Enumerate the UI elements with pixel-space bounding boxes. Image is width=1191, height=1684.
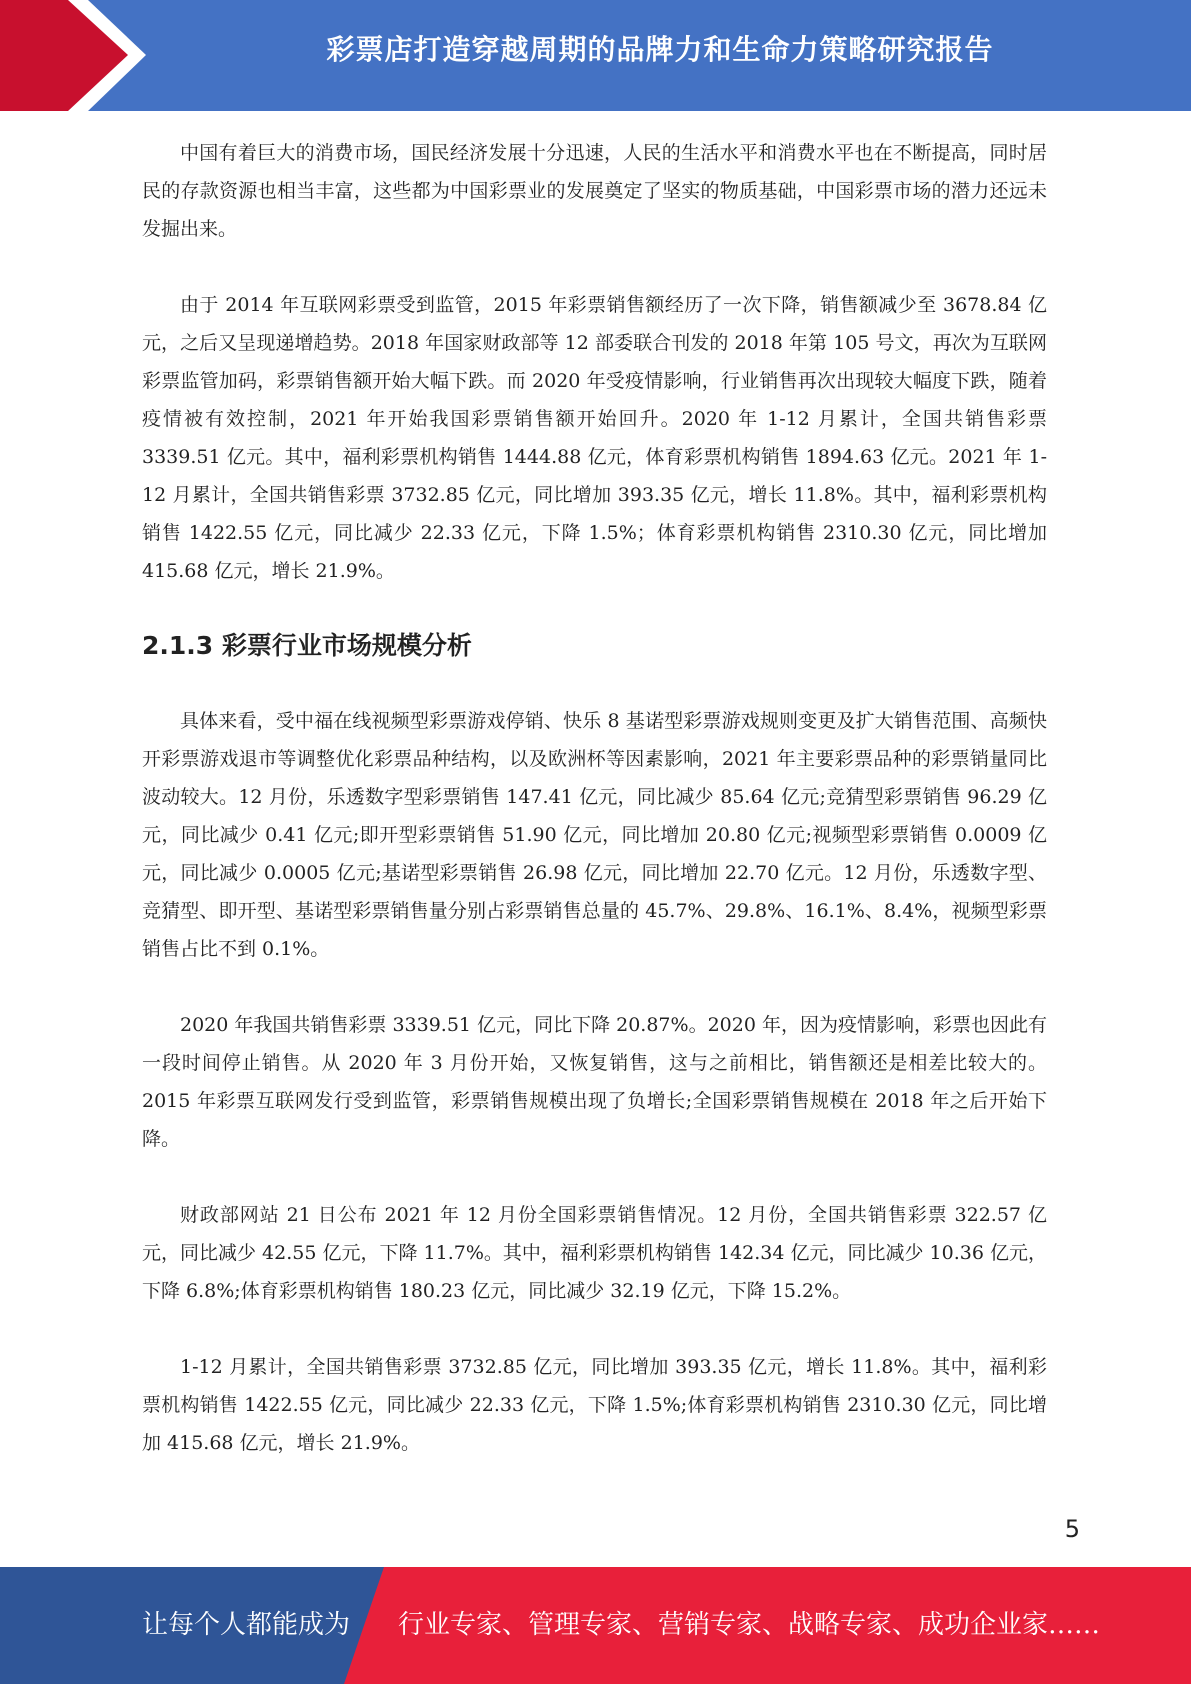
footer-slogan-left: 让每个人都能成为 bbox=[142, 1610, 351, 1640]
page-footer bbox=[0, 1567, 1191, 1684]
page-number: 5 bbox=[1064, 1515, 1080, 1543]
paragraph: 由于 2014 年互联网彩票受到监管，2015 年彩票销售额经历了一次下降，销售额减少至 3678.84 亿元，之后又呈现递增趋势。2018 年国家财政部等 12 部委联合刊发的 2018 年第 105 号文，再次为互联网彩票监管加码，彩票销售额开始大幅下跌。而 2020 年受疫情影响，行业销售再次出现较大幅度下跌，随着疫情被有效控制，2021 年开始我国彩票销售额开始回升。2020 年 1-12 月累计，全国共销售彩票 3339.51 亿元。其中，福利彩票机构销售 1444.88 亿元，体育彩票机构销售 1894.63 亿元。2021 年 1-12 月累计，全国共销售彩票 3732.85 亿元，同比增加 393.35 亿元，增长 11.8%。其中，福利彩票机构销售 1422.55 亿元，同比减少 22.33 亿元，下降 1.5%；体育彩票机构销售 2310.30 亿元，同比增加 415.68 亿元，增长 21.9%。 bbox=[142, 294, 1047, 582]
paragraph: 2020 年我国共销售彩票 3339.51 亿元，同比下降 20.87%。2020 年，因为疫情影响，彩票也因此有一段时间停止销售。从 2020 年 3 月份开始，又恢复销售，这与之前相比，销售额还是相差比较大的。2015 年彩票互联网发行受到监管，彩票销售规模出现了负增长;全国彩票销售规模在 2018 年之后开始下降。 bbox=[142, 1014, 1047, 1150]
page-content bbox=[142, 134, 1047, 1462]
paragraph: 1-12 月累计，全国共销售彩票 3732.85 亿元，同比增加 393.35 亿元，增长 11.8%。其中，福利彩票机构销售 1422.55 亿元，同比减少 22.33 亿元，下降 1.5%;体育彩票机构销售 2310.30 亿元，同比增加 415.68 亿元，增长 21.9%。 bbox=[142, 1356, 1047, 1454]
section-title: 2.1.3 彩票行业市场规模分析 bbox=[142, 631, 472, 660]
paragraph: 具体来看，受中福在线视频型彩票游戏停销、快乐 8 基诺型彩票游戏规则变更及扩大销售范围、高频快开彩票游戏退市等调整优化彩票品种结构，以及欧洲杯等因素影响，2021 年主要彩票品种的彩票销量同比波动较大。12 月份，乐透数字型彩票销售 147.41 亿元，同比减少 85.64 亿元;竞猜型彩票销售 96.29 亿元，同比减少 0.41 亿元;即开型彩票销售 51.90 亿元，同比增加 20.80 亿元;视频型彩票销售 0.0009 亿元，同比减少 0.0005 亿元;基诺型彩票销售 26.98 亿元，同比增加 22.70 亿元。12 月份，乐透数字型、竞猜型、即开型、基诺型彩票销售量分别占彩票销售总量的 45.7%、29.8%、16.1%、8.4%，视频型彩票销售占比不到 0.1%。 bbox=[142, 710, 1047, 960]
footer-slogan-right: 行业专家、管理专家、营销专家、战略专家、成功企业家…… bbox=[398, 1610, 1101, 1640]
page-header bbox=[0, 0, 1191, 111]
paragraph: 中国有着巨大的消费市场，国民经济发展十分迅速，人民的生活水平和消费水平也在不断提高，同时居民的存款资源也相当丰富，这些都为中国彩票业的发展奠定了坚实的物质基础，中国彩票市场的潜力还远未发掘出来。 bbox=[142, 142, 1047, 240]
paragraph: 财政部网站 21 日公布 2021 年 12 月份全国彩票销售情况。12 月份，全国共销售彩票 322.57 亿元，同比减少 42.55 亿元，下降 11.7%。其中，福利彩票机构销售 142.34 亿元，同比减少 10.36 亿元，下降 6.8%;体育彩票机构销售 180.23 亿元，同比减少 32.19 亿元，下降 15.2%。 bbox=[142, 1204, 1047, 1302]
header-title: 彩票店打造穿越周期的品牌力和生命力策略研究报告 bbox=[326, 33, 994, 66]
